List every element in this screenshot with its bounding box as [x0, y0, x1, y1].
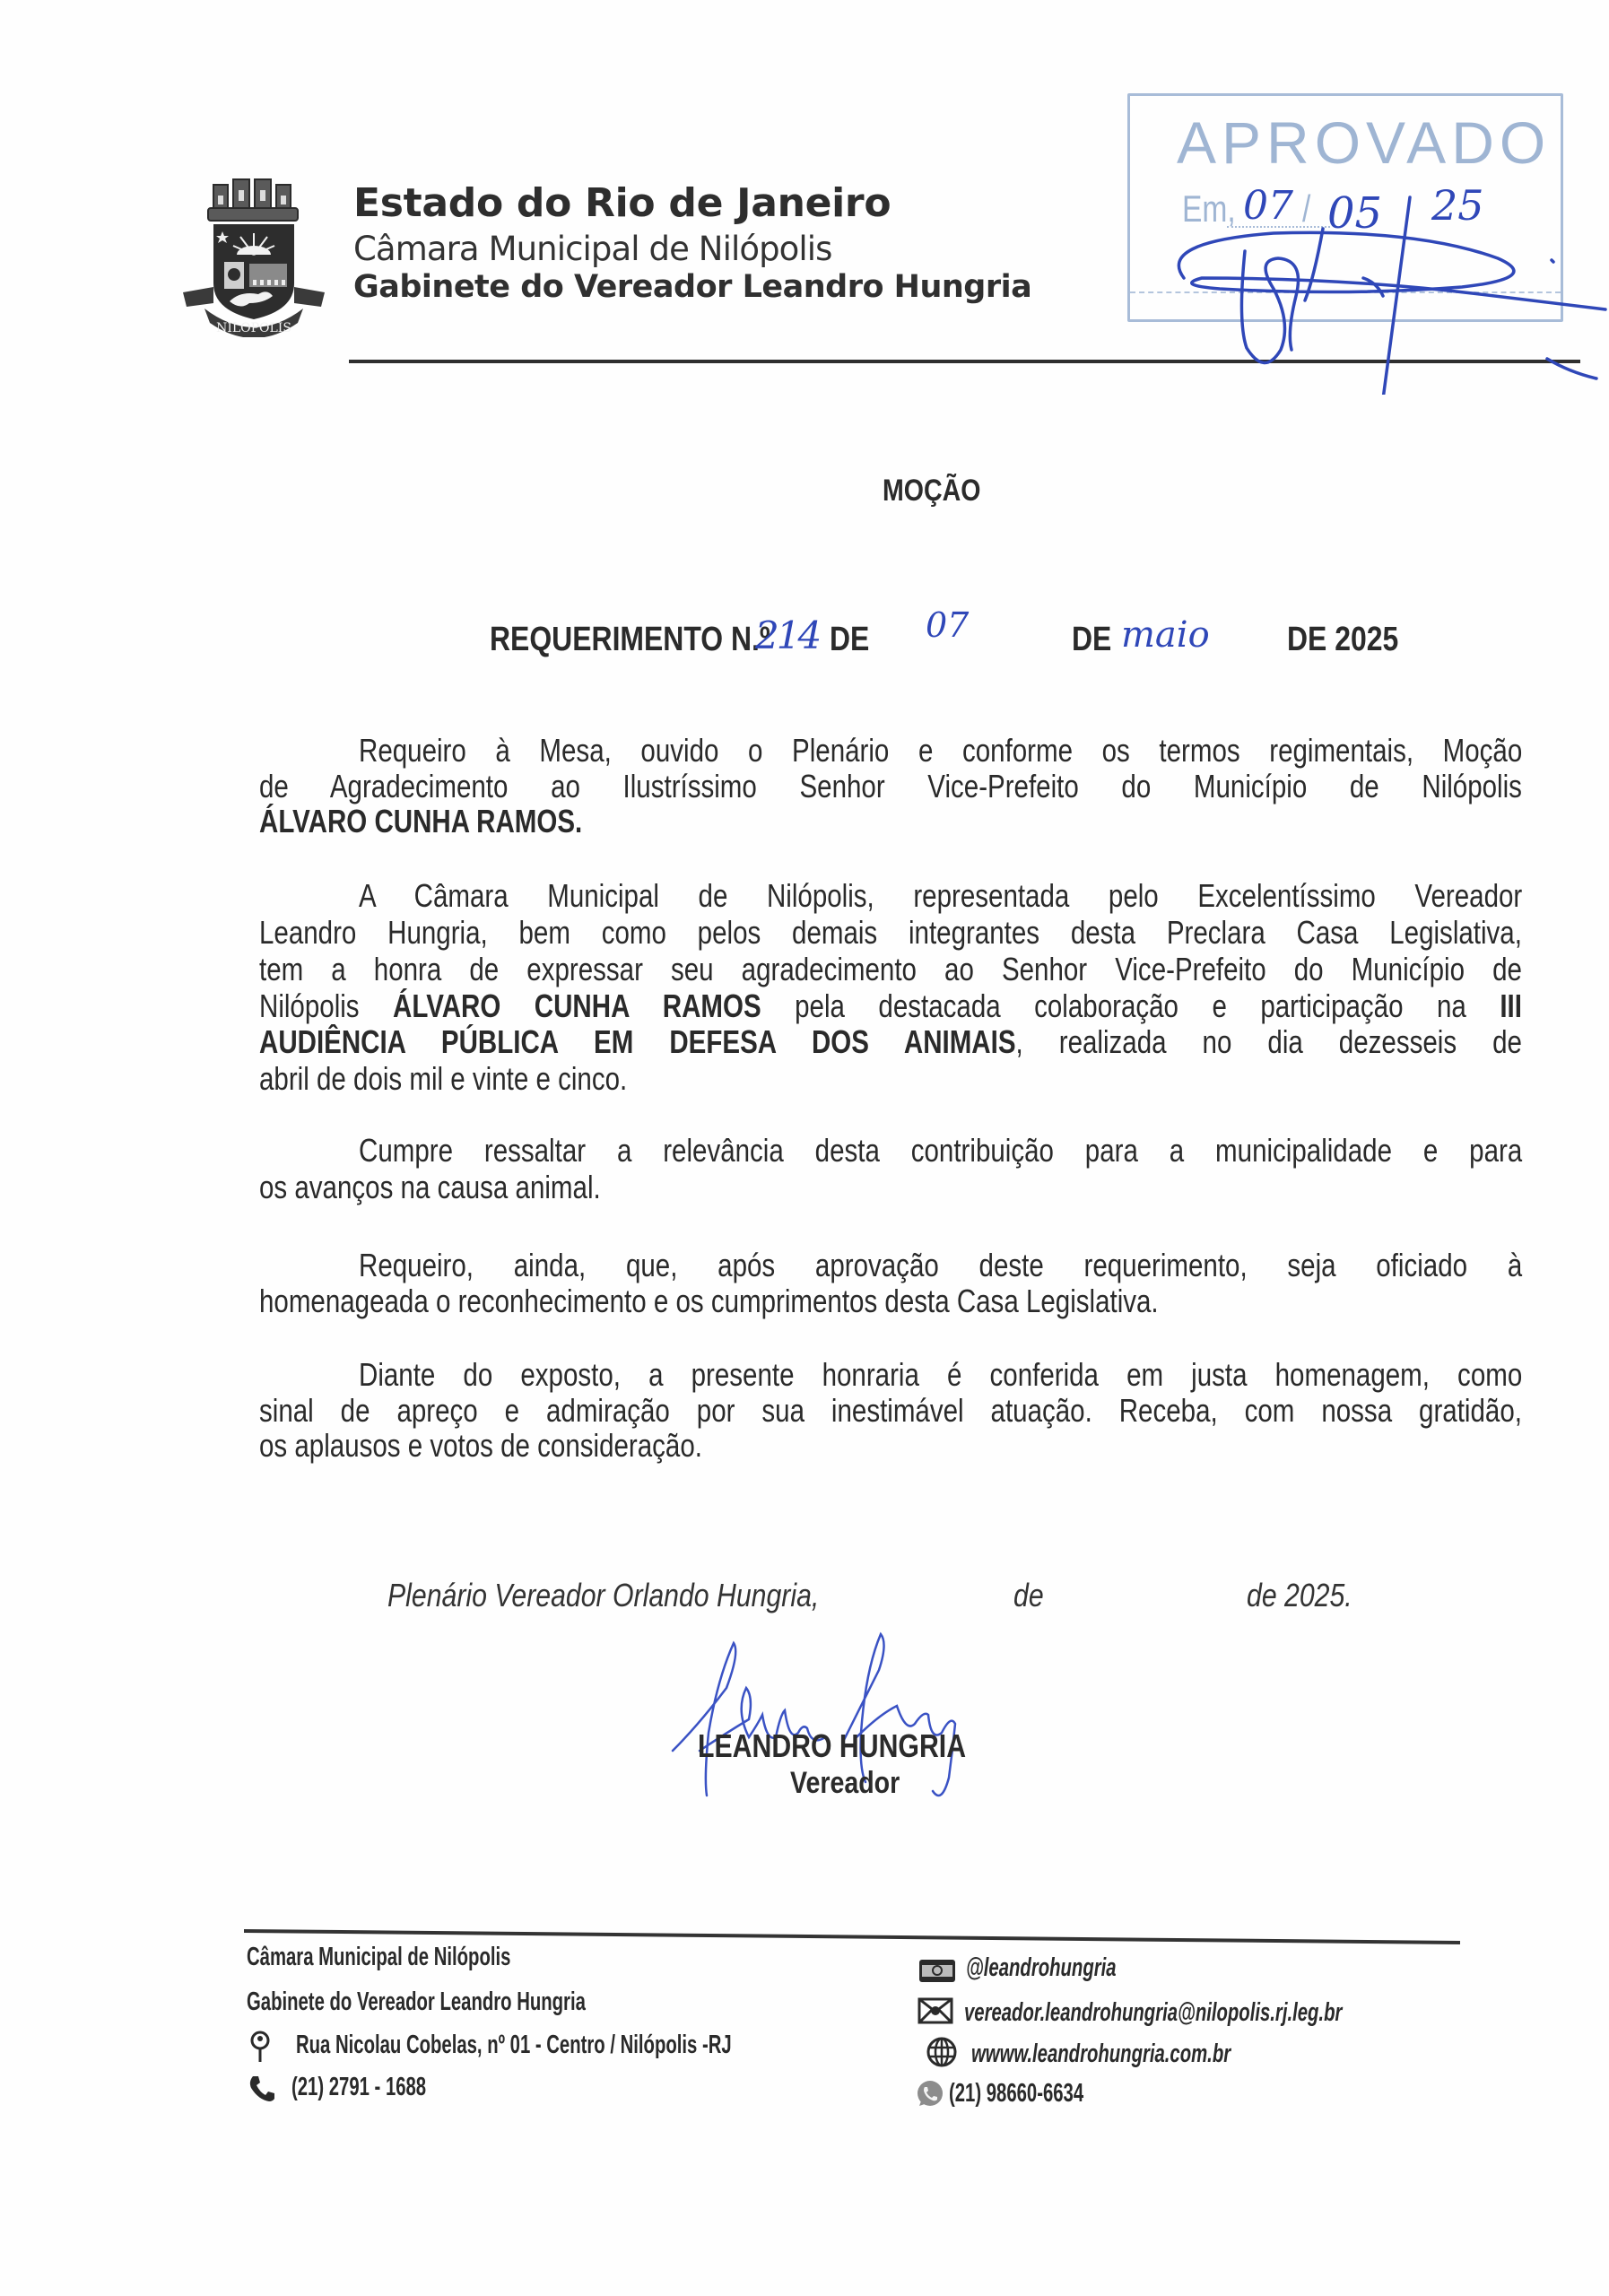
text-run: homenageada o reconhecimento e os cumprimentos desta Casa Legislativa. [259, 1283, 1159, 1319]
footer-institution: Câmara Municipal de Nilópolis [247, 1943, 511, 1971]
header-subtitle: Câmara Municipal de Nilópolis [353, 230, 832, 268]
requerimento-day: 07 [926, 605, 970, 645]
footer-website: wwww.leandrohungria.com.br [971, 2039, 1231, 2068]
requerimento-number: 214 [755, 613, 820, 657]
stamp-title: APROVADO [1177, 109, 1552, 176]
bold-text: AUDIÊNCIA PÚBLICA EM DEFESA DOS ANIMAIS [259, 1024, 1016, 1060]
text-run: Diante do exposto, a presente honraria é conferida em justa homenagem, como [359, 1357, 1523, 1393]
closing-year: de 2025. [1247, 1577, 1352, 1613]
text-run: os avanços na causa animal. [259, 1169, 601, 1205]
stamp-date-prefix: Em, [1182, 187, 1236, 230]
stamp-month: 05 [1327, 188, 1383, 239]
text-run: sinal de apreço e admiração por sua inestimável atuação. Receba, com nossa gratidão, [259, 1393, 1522, 1429]
approval-signature [1121, 144, 1609, 395]
text-run: Leandro Hungria, bem como pelos demais integrantes desta Preclara Casa Legislativa, [259, 915, 1522, 951]
paragraph-line [359, 1357, 1522, 1393]
paragraph-line [259, 1170, 601, 1205]
paragraph-line [259, 1061, 627, 1097]
bold-text: ÁLVARO CUNHA RAMOS [393, 988, 761, 1024]
paragraph-line [259, 1428, 702, 1464]
text-run: Cumpre ressaltar a relevância desta contribuição para a municipalidade e para [359, 1133, 1523, 1169]
paragraph-line [259, 915, 1522, 951]
bold-text: ÁLVARO CUNHA RAMOS. [259, 803, 583, 839]
signer-role: Vereador [790, 1766, 900, 1800]
paragraph-line [359, 1133, 1522, 1169]
paragraph-line [259, 1283, 1159, 1319]
crest-icon [178, 176, 330, 337]
text-run: os aplausos e votos de consideração. [259, 1427, 702, 1464]
requerimento-de-2: DE [1072, 621, 1112, 658]
globe-icon [926, 2037, 957, 2067]
footer-address: Rua Nicolau Cobelas, nº 01 - Centro / Nilópolis -RJ [296, 2031, 732, 2059]
phone-icon [248, 2074, 276, 2102]
paragraph-line [259, 804, 582, 839]
requerimento-year: DE 2025 [1287, 621, 1399, 658]
text-run: pela destacada colaboração e participação na [795, 988, 1466, 1024]
text-run: abril de dois mil e vinte e cinco. [259, 1060, 628, 1097]
paragraph-line [259, 1024, 1522, 1060]
requerimento-de-1: DE [830, 621, 870, 658]
stamp-separator: / [1302, 187, 1311, 230]
stamp-year: 25 [1431, 181, 1484, 230]
requerimento-label: REQUERIMENTO N.º [490, 621, 770, 658]
footer-instagram: @leandrohungria [966, 1953, 1117, 1982]
coat-of-arms-logo [178, 176, 330, 337]
text-run: Nilópolis [259, 988, 360, 1024]
paragraph-line [359, 733, 1522, 769]
footer-whatsapp: (21) 98660-6634 [949, 2079, 1084, 2108]
footer-email: vereador.leandrohungria@nilopolis.rj.leg.br [964, 1998, 1343, 2027]
stamp-day: 07 [1243, 183, 1293, 229]
header-office: Gabinete do Vereador Leandro Hungria [353, 269, 1032, 305]
closing-de: de [1013, 1577, 1044, 1613]
logo-lettering: NILOPOLIS [216, 321, 291, 335]
closing-place: Plenário Vereador Orlando Hungria, [387, 1577, 820, 1613]
text-run: tem a honra de expressar seu agradecimento ao Senhor Vice-Prefeito do Município de [259, 952, 1522, 987]
paragraph-line [259, 952, 1522, 987]
paragraph-line [359, 878, 1522, 914]
paragraph-line [359, 1248, 1522, 1283]
whatsapp-icon [915, 2079, 945, 2109]
text-run: Requeiro, ainda, que, após aprovação deste requerimento, seja oficiado à [359, 1248, 1523, 1283]
footer-phone: (21) 2791 - 1688 [291, 2073, 427, 2101]
email-envelope-icon [918, 1997, 953, 2024]
paragraph-line [259, 769, 1522, 804]
text-run: Requeiro à Mesa, ouvido o Plenário e conforme os termos regimentais, Moção [359, 733, 1523, 769]
document-type-heading: MOÇÃO [883, 474, 981, 508]
instagram-camera-icon [918, 1958, 956, 1983]
footer-office: Gabinete do Vereador Leandro Hungria [247, 1987, 586, 2016]
text-run: A Câmara Municipal de Nilópolis, representada pelo Excelentíssimo Vereador [359, 878, 1523, 914]
paragraph-line [259, 1393, 1522, 1429]
requerimento-month: maio [1121, 614, 1210, 656]
header-title: Estado do Rio de Janeiro [353, 180, 891, 226]
text-run: de Agradecimento ao Ilustríssimo Senhor Vice-Prefeito do Município de Nilópolis [259, 769, 1522, 804]
text-run: , realizada no dia dezesseis de [1015, 1024, 1522, 1060]
signer-name: LEANDRO HUNGRIA [698, 1727, 967, 1764]
bold-text: III [1500, 988, 1522, 1024]
location-pin-icon [249, 2031, 271, 2063]
paragraph-line [259, 988, 1522, 1024]
